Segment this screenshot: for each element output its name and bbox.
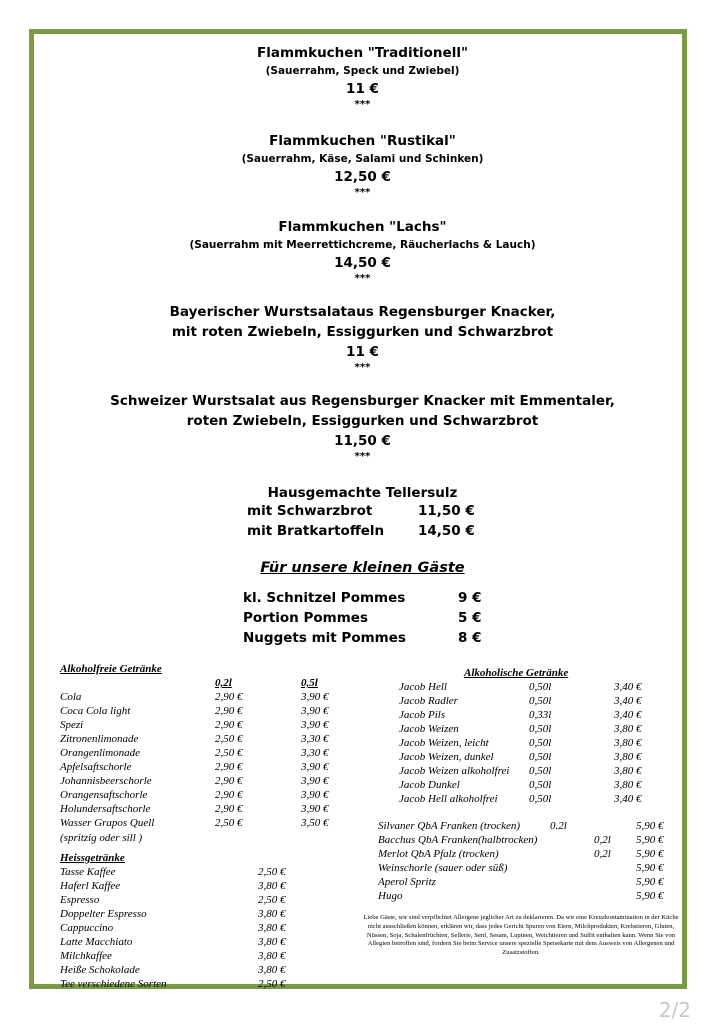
drink-price: 2,50 €	[258, 866, 286, 878]
drink-price-small: 2,90 €	[215, 789, 243, 801]
drink-volume: 0,50l	[529, 681, 552, 693]
wine-price: 5,90 €	[636, 848, 664, 860]
drink-price: 3,80 €	[258, 950, 286, 962]
alkoholisch-title: Alkoholische Getränke	[464, 667, 569, 679]
tellersulz-title	[0, 483, 725, 503]
dish-title-line: mit roten Zwiebeln, Essiggurken und Schwarzbrot	[171, 324, 554, 340]
wine-name: Aperol Spritz	[378, 876, 436, 888]
dish-title: Flammkuchen "Lachs"	[278, 219, 447, 235]
drink-name: Johannisbeerschorle	[60, 775, 152, 787]
dish-description: (Sauerrahm mit Meerrettichcreme, Räucherlachs & Lauch)	[189, 239, 536, 251]
drink-name: Tasse Kaffee	[60, 866, 116, 878]
wasser-note: (spritzig oder sill )	[60, 832, 143, 844]
wine-volume: 0,2l	[594, 848, 611, 860]
wine-price: 5,90 €	[636, 876, 664, 888]
drink-name: Tee verschiedene Sorten	[60, 978, 167, 990]
drink-volume: 0,50l	[529, 779, 552, 791]
dish-flammkuchen-rustikal	[0, 131, 725, 199]
wine-name: Hugo	[378, 890, 403, 902]
drink-price-small: 2,90 €	[215, 719, 243, 731]
drink-volume: 0,50l	[529, 765, 552, 777]
drink-volume: 0,50l	[529, 695, 552, 707]
dish-title-line: Schweizer Wurstsalat aus Regensburger Knacker mit Emmentaler,	[110, 393, 615, 409]
drink-price: 3,80 €	[258, 880, 286, 892]
wine-price: 5,90 €	[636, 820, 664, 832]
wine-volume: 0,2l	[594, 834, 611, 846]
drink-price: 3,80 €	[614, 779, 642, 791]
drink-price-large: 3,30 €	[301, 747, 329, 759]
drink-name: Cola	[60, 691, 82, 703]
kids-section-title	[0, 557, 725, 576]
drink-price-large: 3,50 €	[301, 817, 329, 829]
alkoholfrei-title: Alkoholfreie Getränke	[60, 663, 162, 675]
allergen-note: Liebe Gäste, wir sind verpflichtet Allergene jeglicher Art zu deklarieren. Da wir eine Kreuzkontamination in der Küche nicht ausschließen können, erklären wir, dass jedes Gericht Spuren von Eiern, Milchprodukten, Krebstieren, Gluten, Nüssen, Soja, Schalenfrüchten, Sellerie, Senf, Sesam, Lupinen, Weichtieren und Sulfit enthalten kann. Wenn Sie von Allegien betroffen sind, fordern Sie beim Service unsere spezielle Speisekarte mit dem Ausweis von Allergenen und Zusatzstoffen.	[363, 914, 679, 957]
drink-name: Haferl Kaffee	[60, 880, 121, 892]
drink-price: 3,80 €	[258, 908, 286, 920]
dish-price: 11 €	[346, 344, 379, 360]
drink-price-large: 3,90 €	[301, 705, 329, 717]
kids-row-label: kl. Schnitzel Pommes	[243, 590, 406, 606]
dish-price: 11,50 €	[334, 433, 391, 449]
drink-price-small: 2,50 €	[215, 733, 243, 745]
kids-row-label: Nuggets mit Pommes	[243, 630, 406, 646]
dish-price: 11 €	[346, 81, 379, 97]
tellersulz-row-price: 14,50 €	[418, 523, 475, 539]
kids-row-label: Portion Pommes	[243, 610, 368, 626]
drink-name: Jacob Weizen, dunkel	[399, 751, 494, 763]
drink-price-large: 3,90 €	[301, 761, 329, 773]
drink-price-large: 3,90 €	[301, 691, 329, 703]
drink-name: Jacob Weizen, leicht	[399, 737, 489, 749]
drink-price-large: 3,90 €	[301, 719, 329, 731]
drink-price: 3,40 €	[614, 681, 642, 693]
drink-price-small: 2,90 €	[215, 691, 243, 703]
dish-price: 14,50 €	[334, 255, 391, 271]
separator-stars: ***	[354, 451, 371, 462]
drink-price-large: 3,90 €	[301, 775, 329, 787]
separator-stars: ***	[354, 362, 371, 373]
drink-volume: 0,50l	[529, 737, 552, 749]
drink-price: 2,50 €	[258, 978, 286, 990]
dish-title-line: Bayerischer Wurstsalataus Regensburger Knacker,	[169, 304, 556, 320]
drink-name: Doppelter Espresso	[60, 908, 147, 920]
drink-price-small: 2,90 €	[215, 803, 243, 815]
drink-name: Jacob Radler	[399, 695, 458, 707]
wine-name: Silvaner QbA Franken (trocken)	[378, 820, 521, 832]
wine-name: Weinschorle (sauer oder süß)	[378, 862, 508, 874]
drink-price: 3,80 €	[258, 922, 286, 934]
dish-description: (Sauerrahm, Käse, Salami und Schinken)	[241, 153, 484, 165]
dish-bayerischer-wurstsalat	[0, 302, 725, 374]
drink-name: Jacob Hell alkoholfrei	[399, 793, 498, 805]
drink-price: 3,80 €	[258, 936, 286, 948]
kids-row-price: 8 €	[458, 630, 482, 646]
tellersulz-row-label: mit Bratkartoffeln	[247, 523, 385, 539]
drink-price: 3,80 €	[258, 964, 286, 976]
drink-volume: 0,33l	[529, 709, 552, 721]
section-title: Für unsere kleinen Gäste	[260, 560, 465, 576]
drink-name: Spezi	[60, 719, 84, 731]
drink-name: Espresso	[60, 894, 100, 906]
drink-name: Cappuccino	[60, 922, 114, 934]
dish-title-line: roten Zwiebeln, Essiggurken und Schwarzbrot	[186, 413, 539, 429]
drink-name: Zitronenlimonade	[60, 733, 139, 745]
dish-price: 12,50 €	[334, 169, 391, 185]
drink-price-large: 3,30 €	[301, 733, 329, 745]
drink-price: 3,80 €	[614, 723, 642, 735]
drink-price: 3,80 €	[614, 737, 642, 749]
drink-name: Coca Cola light	[60, 705, 131, 717]
drink-price: 3,80 €	[614, 765, 642, 777]
drink-volume: 0,50l	[529, 793, 552, 805]
drink-name: Orangensaftschorle	[60, 789, 148, 801]
drink-name: Jacob Pils	[399, 709, 446, 721]
drink-price-large: 3,90 €	[301, 789, 329, 801]
wine-name: Merlot QbA Pfalz (trocken)	[378, 848, 499, 860]
alkoholfrei-col-small: 0,2l	[215, 677, 232, 689]
drink-name: Jacob Hell	[399, 681, 447, 693]
separator-stars: ***	[354, 99, 371, 110]
wine-name: Bacchus QbA Franken(halbtrocken)	[378, 834, 538, 846]
drink-name: Wasser Grapos Quell	[60, 817, 155, 829]
drink-price-small: 2,50 €	[215, 747, 243, 759]
dish-schweizer-wurstsalat	[0, 391, 725, 463]
drink-volume: 0,50l	[529, 751, 552, 763]
drink-name: Latte Macchiato	[60, 936, 133, 948]
drink-price-large: 3,90 €	[301, 803, 329, 815]
tellersulz-row-label: mit Schwarzbrot	[247, 503, 373, 519]
dish-title: Flammkuchen "Traditionell"	[257, 45, 468, 61]
drink-name: Orangenlimonade	[60, 747, 141, 759]
wine-price: 5,90 €	[636, 890, 664, 902]
wine-price: 5,90 €	[636, 862, 664, 874]
page-indicator: 2/2	[658, 998, 691, 1022]
separator-stars: ***	[354, 273, 371, 284]
dish-flammkuchen-traditionell	[0, 43, 725, 111]
drink-name: Milchkaffee	[60, 950, 112, 962]
wine-volume: 0.2l	[550, 820, 567, 832]
drink-price: 3,80 €	[614, 751, 642, 763]
drink-volume: 0,50l	[529, 723, 552, 735]
drink-name: Jacob Weizen	[399, 723, 459, 735]
wine-price: 5,90 €	[636, 834, 664, 846]
drink-name: Holundersaftschorle	[60, 803, 151, 815]
drink-price: 3,40 €	[614, 793, 642, 805]
drink-price: 2,50 €	[258, 894, 286, 906]
alkoholfrei-col-large: 0,5l	[301, 677, 318, 689]
drink-price: 3,40 €	[614, 709, 642, 721]
dish-title: Flammkuchen "Rustikal"	[269, 133, 456, 149]
drink-name: Jacob Dunkel	[399, 779, 460, 791]
drink-name: Jacob Weizen alkoholfrei	[399, 765, 510, 777]
drink-name: Apfelsaftschorle	[60, 761, 132, 773]
dish-description: (Sauerrahm, Speck und Zwiebel)	[265, 65, 460, 77]
drink-price-small: 2,90 €	[215, 775, 243, 787]
separator-stars: ***	[354, 187, 371, 198]
drink-price-small: 2,90 €	[215, 761, 243, 773]
kids-row-price: 5 €	[458, 610, 482, 626]
dish-flammkuchen-lachs	[0, 217, 725, 285]
drink-price-small: 2,90 €	[215, 705, 243, 717]
kids-row-price: 9 €	[458, 590, 482, 606]
drink-price: 3,40 €	[614, 695, 642, 707]
heiss-title: Heissgetränke	[60, 852, 125, 864]
drink-name: Heiße Schokolade	[60, 964, 140, 976]
tellersulz-row-price: 11,50 €	[418, 503, 475, 519]
drink-price-small: 2,50 €	[215, 817, 243, 829]
section-title: Hausgemachte Tellersulz	[267, 485, 458, 501]
